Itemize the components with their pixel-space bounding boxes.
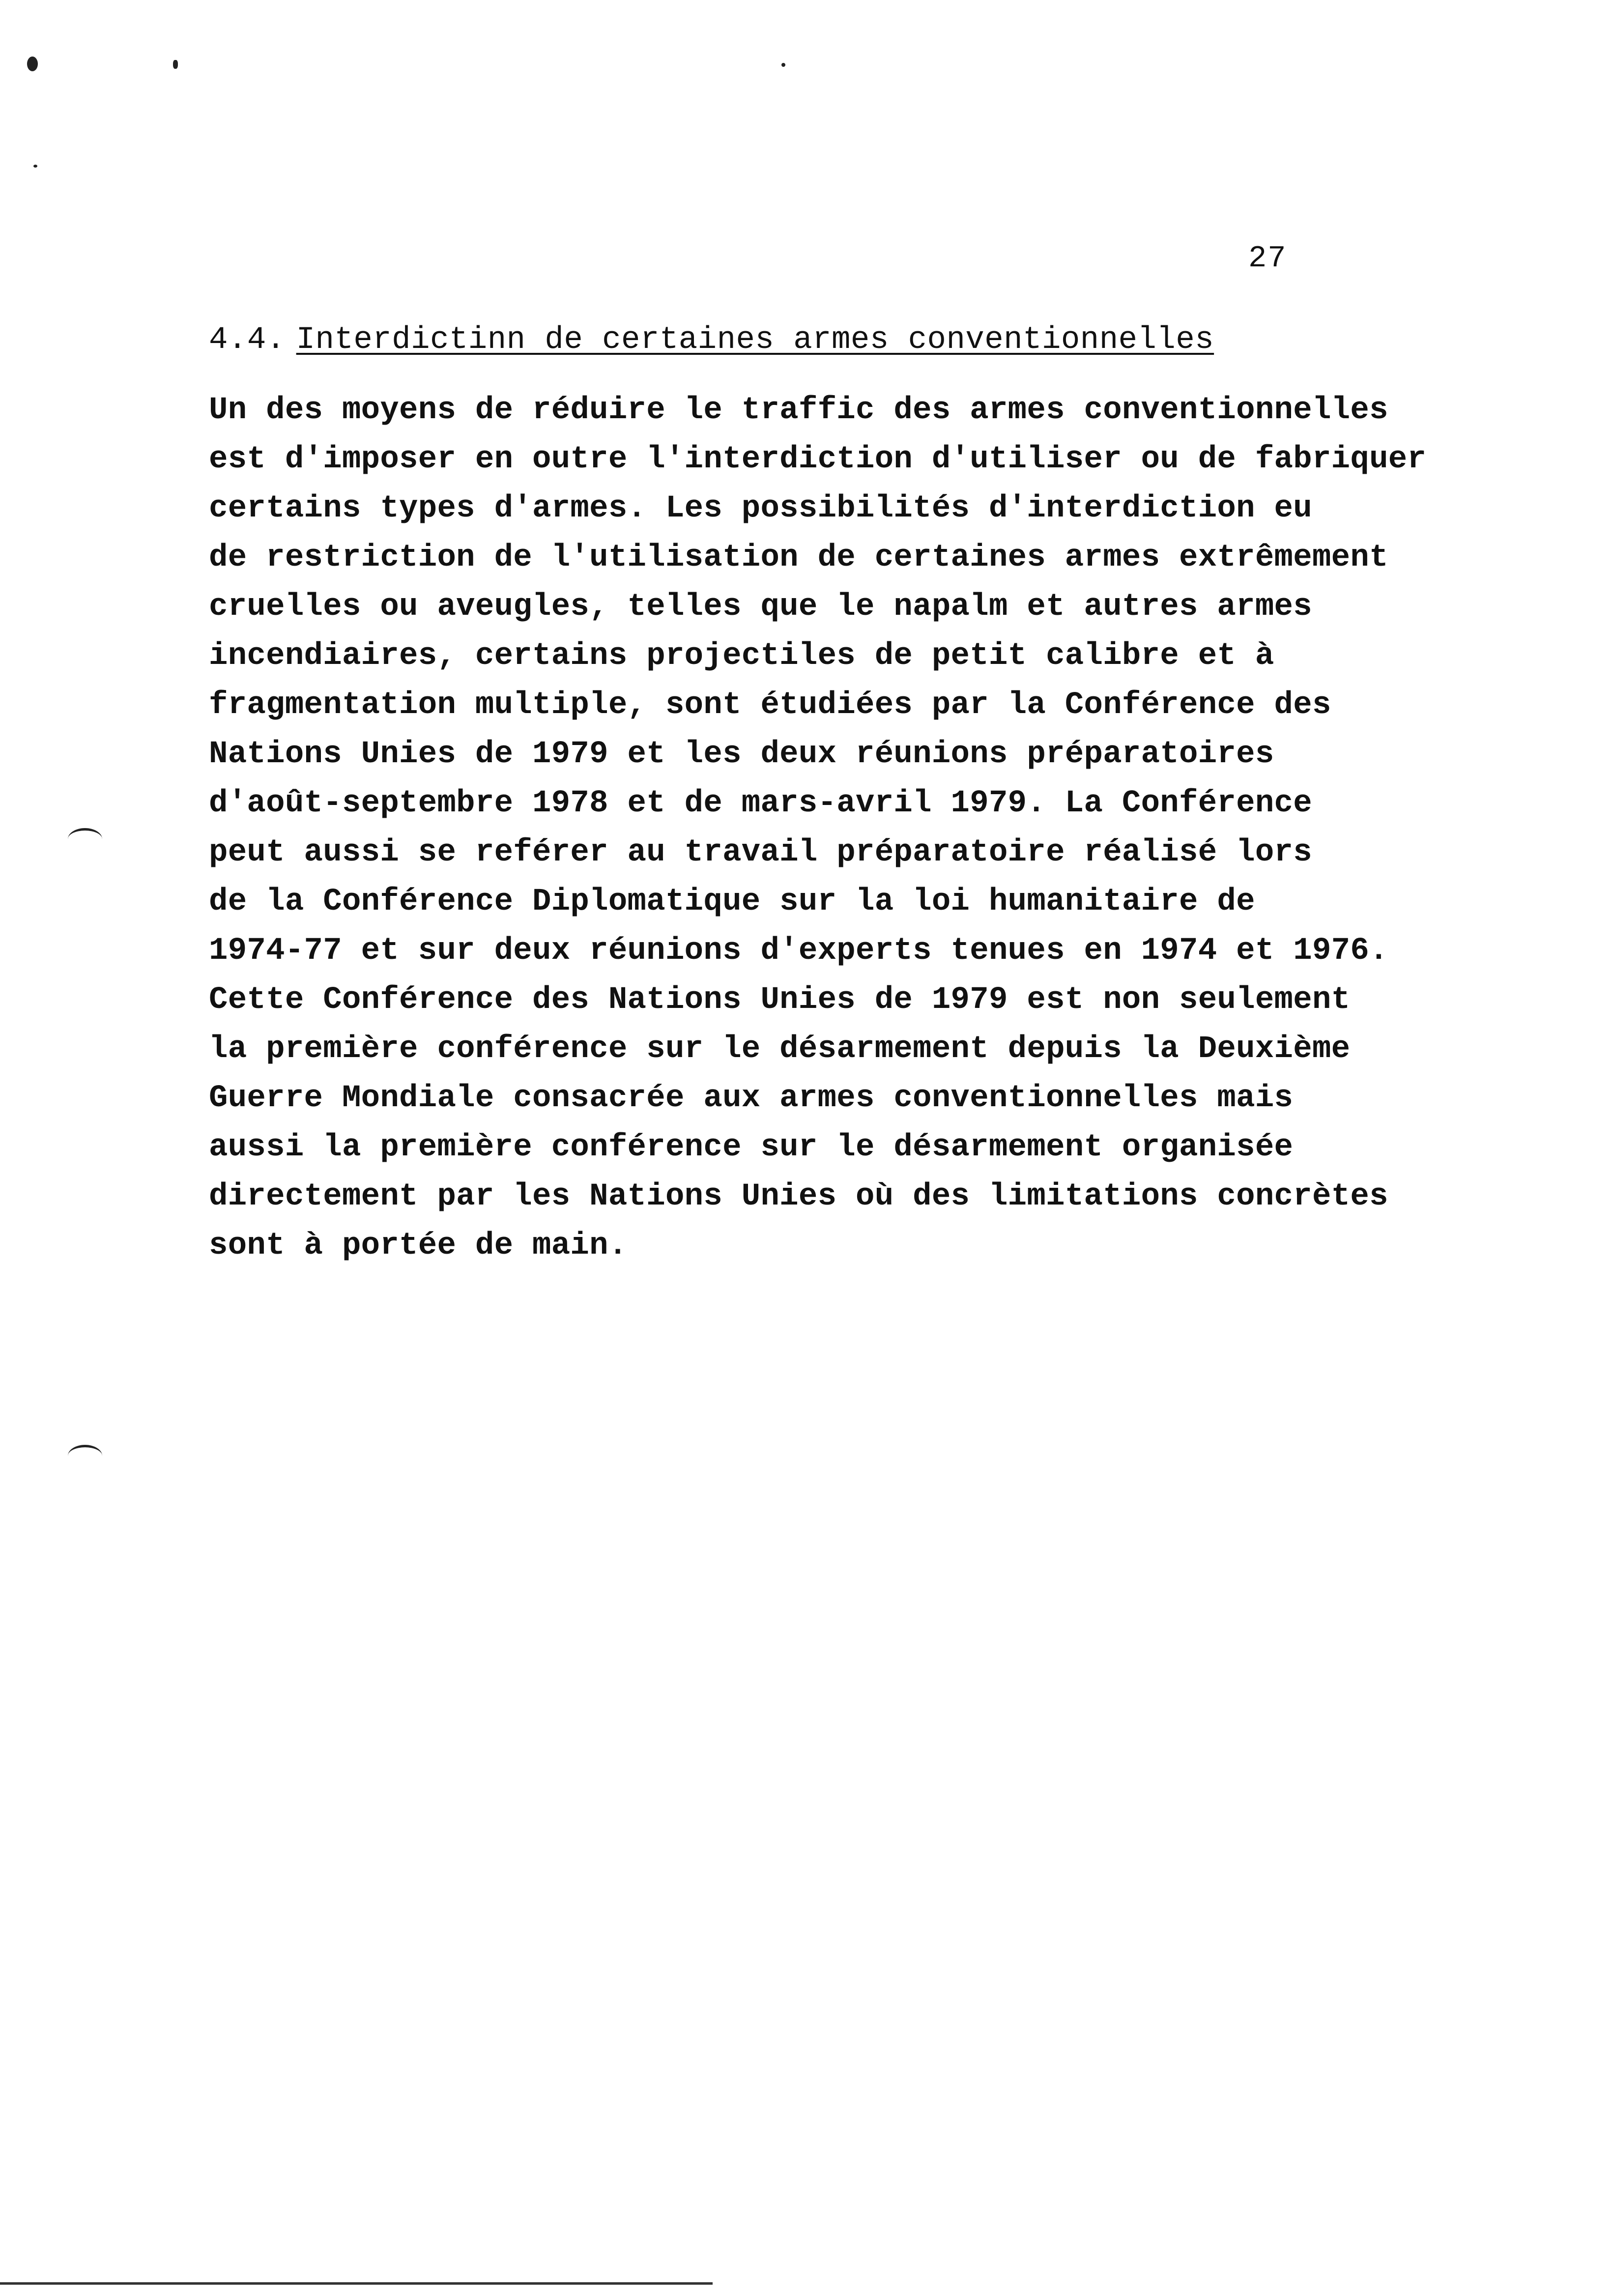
text-line: directement par les Nations Unies où des limitations concrètes <box>209 1179 1388 1214</box>
text-line: la première conférence sur le désarmement depuis la Deuxième <box>209 1032 1351 1067</box>
text-line: incendiaires, certains projectiles de petit calibre et à <box>209 638 1274 674</box>
text-line: cruelles ou aveugles, telles que le napalm et autres armes <box>209 589 1312 625</box>
section-heading <box>209 320 1214 360</box>
binding-hole-mark <box>68 1445 102 1467</box>
text-line: de la Conférence Diplomatique sur la loi humanitaire de <box>209 884 1255 919</box>
text-line: Un des moyens de réduire le traffic des armes conventionnelles <box>209 393 1388 428</box>
text-line: de restriction de l'utilisation de certaines armes extrêmement <box>209 540 1388 575</box>
section-title: Interdictinn de certaines armes conventionnelles <box>296 322 1214 358</box>
text-line: peut aussi se reférer au travail préparatoire réalisé lors <box>209 835 1312 870</box>
text-line: aussi la première conférence sur le désarmement organisée <box>209 1130 1294 1165</box>
body-paragraph <box>209 386 1506 1270</box>
footer-rule <box>0 2282 713 2285</box>
text-line: d'août-septembre 1978 et de mars-avril 1979. La Conférence <box>209 786 1312 821</box>
scan-speck <box>27 57 38 71</box>
text-line: sont à portée de main. <box>209 1228 628 1263</box>
scan-speck <box>173 60 178 69</box>
text-line: 1974-77 et sur deux réunions d'experts tenues en 1974 et 1976. <box>209 933 1388 969</box>
section-number: 4.4. <box>209 322 286 358</box>
text-line: est d'imposer en outre l'interdiction d'utiliser ou de fabriquer <box>209 442 1427 477</box>
binding-hole-mark <box>68 828 102 850</box>
text-line: certains types d'armes. Les possibilités d'interdiction eu <box>209 491 1312 526</box>
text-line: Nations Unies de 1979 et les deux réunions préparatoires <box>209 737 1274 772</box>
text-line: fragmentation multiple, sont étudiées par la Conférence des <box>209 688 1331 723</box>
text-line: Guerre Mondiale consacrée aux armes conventionnelles mais <box>209 1081 1294 1116</box>
text-line: Cette Conférence des Nations Unies de 1979 est non seulement <box>209 982 1351 1018</box>
scan-speck <box>781 63 785 67</box>
page-number: 27 <box>1248 241 1287 276</box>
scan-speck <box>33 165 37 168</box>
